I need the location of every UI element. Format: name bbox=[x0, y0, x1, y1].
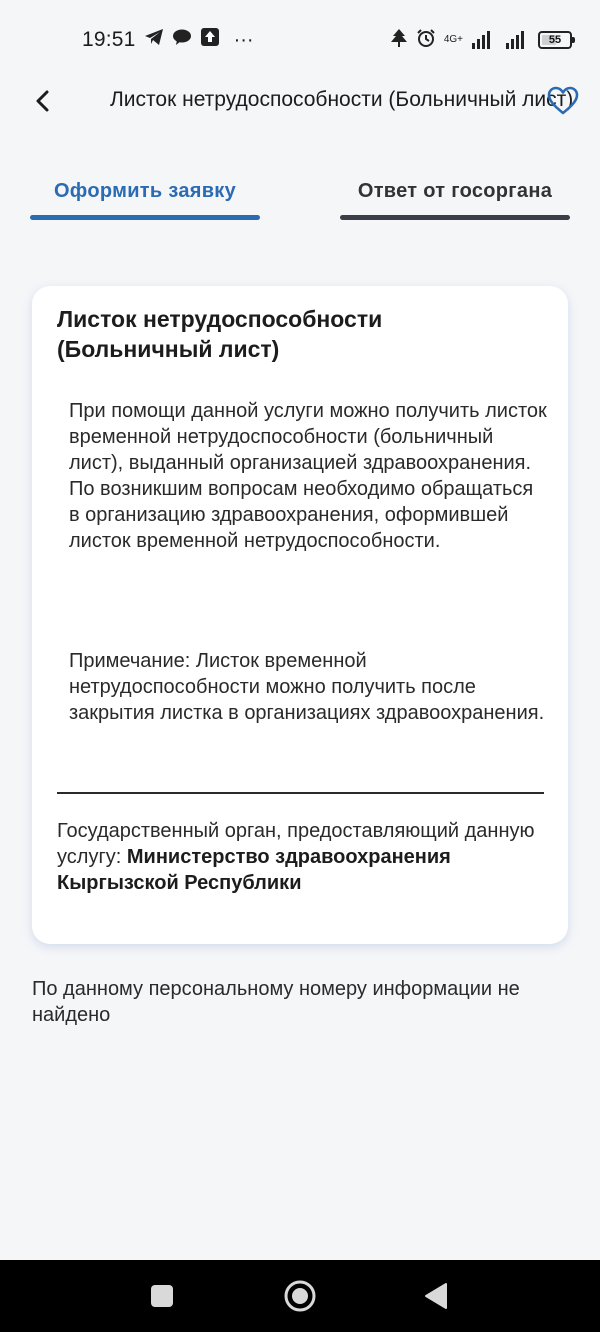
agency-prefix: Государственный орган, предоставляющий данную услугу: bbox=[57, 820, 535, 868]
chat-bubble-icon bbox=[172, 28, 192, 52]
system-nav-bar bbox=[0, 1260, 600, 1332]
tab-agency-response-label: Ответ от госоргана bbox=[357, 180, 553, 202]
more-notifications-icon: ··· bbox=[233, 28, 254, 51]
recents-button[interactable] bbox=[144, 1278, 180, 1314]
service-agency bbox=[57, 818, 547, 896]
service-info-card bbox=[32, 286, 568, 944]
signal-2-icon bbox=[506, 31, 524, 49]
app-header bbox=[0, 78, 600, 124]
alarm-icon bbox=[416, 28, 436, 53]
home-button[interactable] bbox=[282, 1278, 318, 1314]
not-found-message: По данному персональному номеру информации не найдено bbox=[32, 978, 520, 1026]
service-description: При помощи данной услуги можно получить листок временной нетрудоспособности (больничный лист), выданный организацией здравоохранения. По возникшим вопросам необходимо обращаться в организацию здравоохранения, оформившей листок временной нетрудоспособности. bbox=[69, 400, 547, 552]
signal-icon bbox=[472, 31, 490, 49]
nav-back-button[interactable] bbox=[418, 1278, 454, 1314]
battery-icon bbox=[538, 31, 572, 49]
service-title: Листок нетрудоспособности (Больничный лист) bbox=[57, 306, 383, 362]
status-right bbox=[390, 26, 572, 54]
agency-name: Министерство здравоохранения Кыргызской Республики bbox=[57, 846, 451, 894]
triangle-back-icon bbox=[423, 1282, 449, 1310]
divider bbox=[57, 792, 544, 794]
back-button[interactable] bbox=[26, 84, 60, 118]
favorite-button[interactable] bbox=[544, 82, 582, 120]
network-type: 4G+ bbox=[443, 34, 463, 45]
heart-outline-icon bbox=[547, 86, 579, 116]
circle-home-icon bbox=[283, 1279, 317, 1313]
tab-agency-response-indicator bbox=[340, 215, 570, 220]
status-bar bbox=[0, 0, 600, 78]
battery-percent: 55 bbox=[548, 34, 562, 46]
status-time: 19:51 bbox=[82, 28, 136, 51]
tab-agency-response[interactable] bbox=[340, 168, 570, 220]
upload-icon bbox=[200, 27, 220, 53]
service-note: Примечание: Листок временной нетрудоспособности можно получить после закрытия листка в организациях здравоохранения. bbox=[69, 650, 545, 724]
telegram-icon bbox=[144, 28, 164, 52]
chevron-left-icon bbox=[33, 89, 53, 113]
tab-apply-indicator bbox=[30, 215, 260, 220]
status-left bbox=[82, 26, 254, 54]
tab-apply[interactable] bbox=[30, 168, 260, 220]
tab-bar bbox=[0, 168, 600, 224]
square-icon bbox=[150, 1284, 174, 1308]
tab-apply-label: Оформить заявку bbox=[53, 180, 237, 202]
page-title: Листок нетрудоспособности (Больничный лист) bbox=[110, 88, 574, 111]
tree-icon bbox=[390, 28, 408, 53]
